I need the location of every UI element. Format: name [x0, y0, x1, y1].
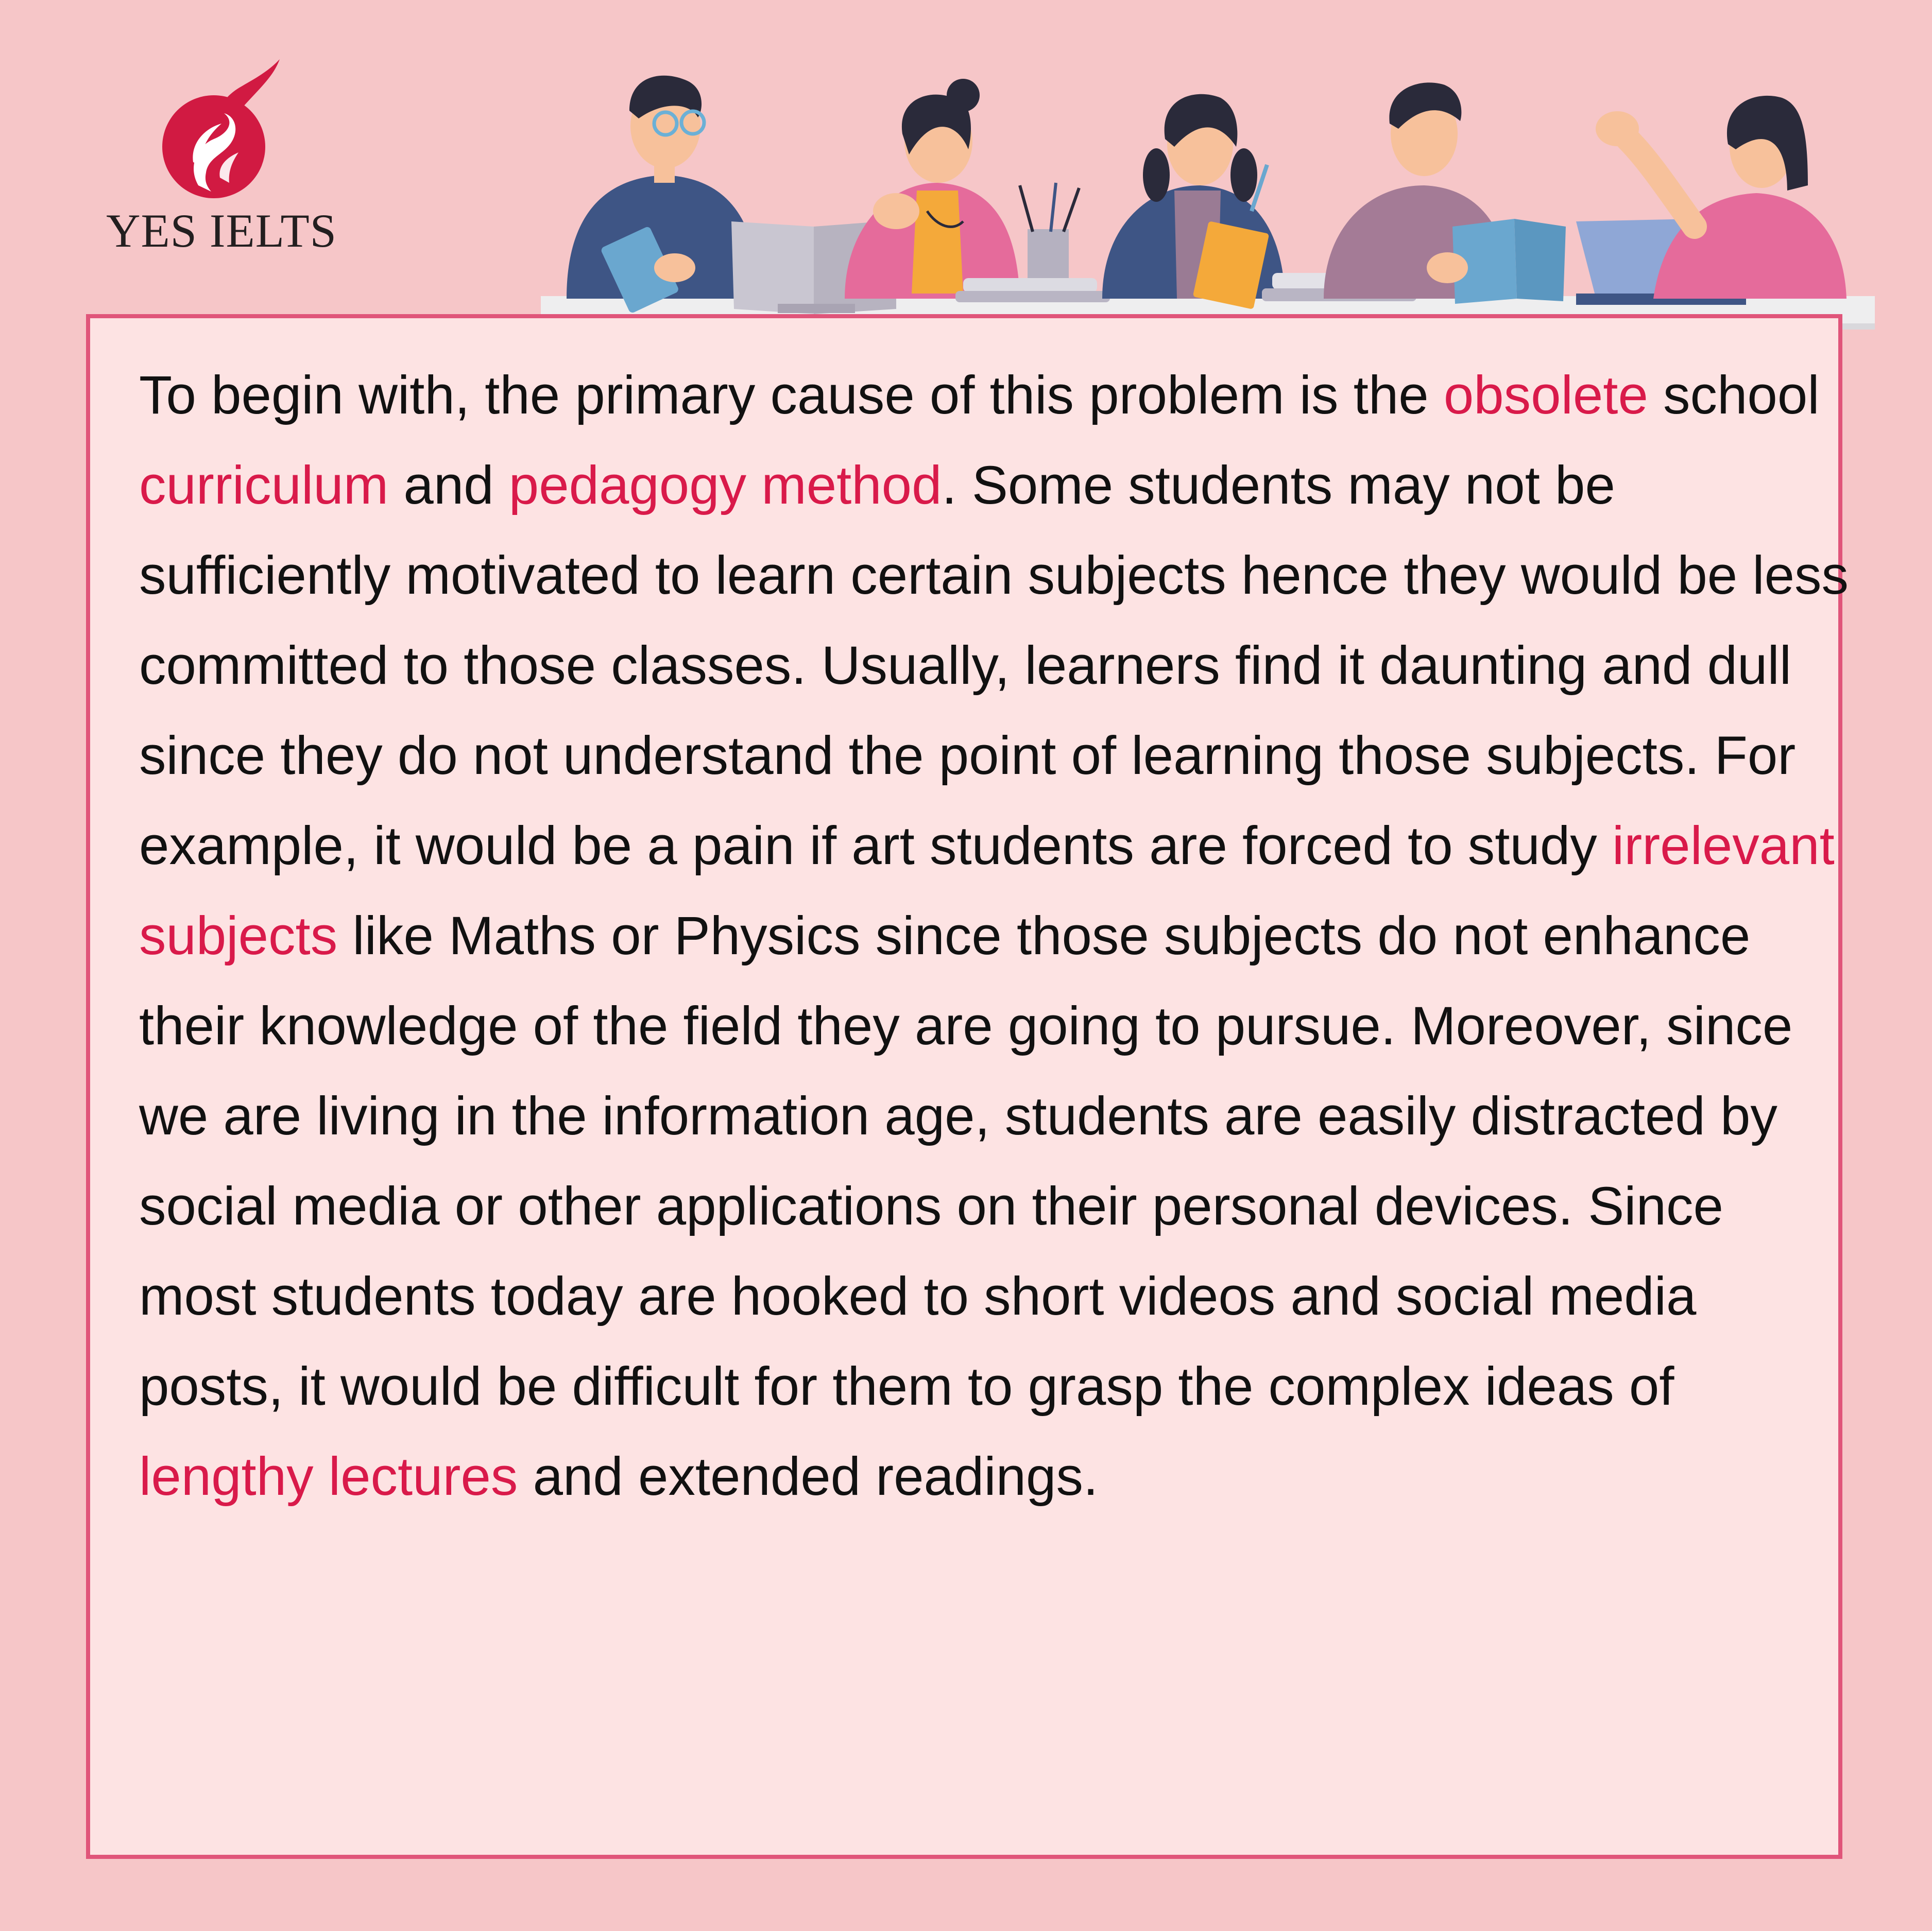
passage-text [139, 350, 1849, 1522]
brand-logo [88, 57, 355, 263]
highlighted-term-curriculum: curriculum [139, 455, 389, 515]
passage-segment: and extended readings. [518, 1446, 1099, 1507]
passage-segment: school [1648, 365, 1820, 425]
students-studying-illustration [536, 57, 1875, 332]
highlighted-term-obsolete: obsolete [1443, 365, 1648, 425]
student-man-mauve [1324, 82, 1566, 304]
brand-name: YES IELTS [106, 204, 337, 257]
student-man-glasses [567, 76, 760, 314]
passage-segment: . Some students may not be sufficiently motivated to learn certain subjects hence they would be less committed to those classes. Usually, learners find it daunting and dull since they do not understand the point of learning those subjects. For example, it would be a pain if art students are forced to study [139, 455, 1849, 876]
student-woman-bun [845, 79, 1020, 299]
student-woman-pigtails [1102, 94, 1285, 309]
highlighted-term-lengthy-lectures: lengthy lectures [139, 1446, 518, 1507]
passage-segment: and [388, 455, 509, 515]
highlighted-term-pedagogy-method: pedagogy method [508, 455, 942, 515]
passage-segment: like Maths or Physics since those subjects do not enhance their knowledge of the field they are going to pursue. Moreover, since we are living in the information age, students are easily distracted by social media or other applications on their personal devices. Since most students today are hooked to short videos and social media posts, it would be difficult for them to grasp the complex ideas of [139, 906, 1793, 1417]
highlighted-term-irrelevant-subjects: irrelevant subjects [139, 816, 1835, 966]
swan-flame-logo-icon [162, 57, 281, 206]
passage-segment: To begin with, the primary cause of this problem is the [139, 365, 1444, 425]
